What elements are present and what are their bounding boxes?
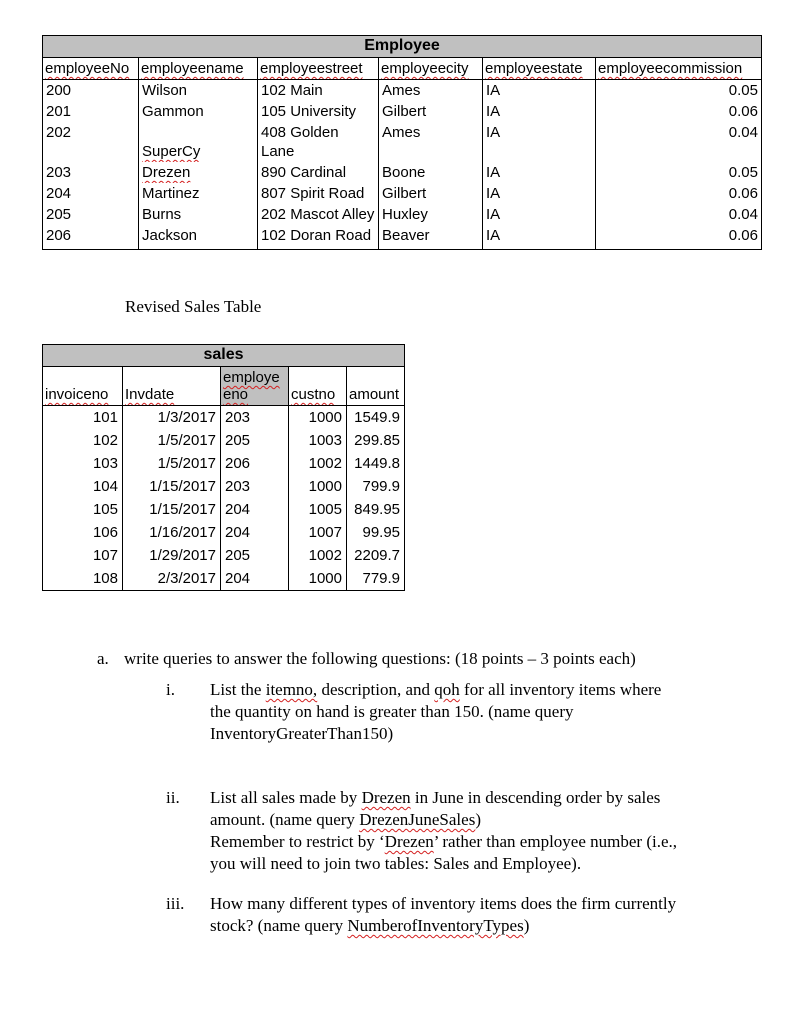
text-segment-misspelled: NumberofInventoryTypes xyxy=(347,916,524,935)
question-ii-paragraph-2 xyxy=(210,831,682,875)
table-row xyxy=(43,80,762,102)
employee-table-title: Employee xyxy=(43,36,762,58)
cell-invdate: 2/3/2017 xyxy=(123,567,221,591)
text-segment: List the xyxy=(210,680,266,699)
question-ii-number: ii. xyxy=(166,788,180,807)
cell-employeestate: IA xyxy=(483,225,596,250)
question-iii-number: iii. xyxy=(166,894,185,913)
cell-employeestate: IA xyxy=(483,122,596,162)
sales-table-title-row xyxy=(43,345,405,367)
cell-employeename xyxy=(139,162,258,183)
cell-invoiceno: 105 xyxy=(43,498,123,521)
cell-amount: 1549.9 xyxy=(347,406,405,430)
table-row xyxy=(43,204,762,225)
column-header-label: employeecity xyxy=(381,60,469,77)
cell-employeeno: 203 xyxy=(221,475,289,498)
cell-custno: 1002 xyxy=(289,452,347,475)
cell-custno: 1002 xyxy=(289,544,347,567)
cell-employeecommission: 0.06 xyxy=(596,225,762,250)
cell-employeename: Wilson xyxy=(139,80,258,102)
column-header-label: custno xyxy=(291,386,336,403)
text-segment-misspelled: Drezen xyxy=(361,788,411,807)
cell-employeestate: IA xyxy=(483,101,596,122)
cell-employeeno: 203 xyxy=(43,162,139,183)
cell-employeestreet: 202 Mascot Alley xyxy=(258,204,379,225)
cell-invoiceno: 107 xyxy=(43,544,123,567)
cell-employeeno: 204 xyxy=(221,521,289,544)
sales-table-header-row xyxy=(43,367,405,406)
cell-custno: 1003 xyxy=(289,429,347,452)
cell-invdate: 1/5/2017 xyxy=(123,429,221,452)
question-a-text: write queries to answer the following questions: (18 points – 3 points each) xyxy=(124,649,636,668)
text-segment-misspelled: DrezenJuneSales xyxy=(359,810,476,829)
cell-employeestate: IA xyxy=(483,204,596,225)
cell-invdate: 1/15/2017 xyxy=(123,498,221,521)
column-header-employeecity xyxy=(379,58,483,80)
cell-employeecity: Ames xyxy=(379,122,483,162)
cell-employeecity: Ames xyxy=(379,80,483,102)
cell-amount: 2209.7 xyxy=(347,544,405,567)
table-row xyxy=(43,452,405,475)
cell-employeename: Martinez xyxy=(139,183,258,204)
cell-amount: 779.9 xyxy=(347,567,405,591)
column-header-employeename xyxy=(139,58,258,80)
cell-invoiceno: 106 xyxy=(43,521,123,544)
text-segment: description, and xyxy=(317,680,435,699)
cell-invoiceno: 103 xyxy=(43,452,123,475)
cell-employeename: Gammon xyxy=(139,101,258,122)
text-segment: ) xyxy=(523,916,530,935)
text-segment: ) xyxy=(475,810,481,829)
column-header-label: employeecommission xyxy=(598,60,743,77)
cell-employeecommission: 0.06 xyxy=(596,183,762,204)
column-header-employeestate xyxy=(483,58,596,80)
cell-employeecity: Gilbert xyxy=(379,183,483,204)
question-ii-paragraph-1 xyxy=(210,787,682,831)
column-header-label: employeestreet xyxy=(260,60,363,77)
cell-employeename: Jackson xyxy=(139,225,258,250)
table-row xyxy=(43,122,762,162)
column-header-label: amount xyxy=(349,386,400,403)
cell-employeeno: 205 xyxy=(43,204,139,225)
cell-employeestreet: 890 Cardinal xyxy=(258,162,379,183)
cell-employeestate: IA xyxy=(483,80,596,102)
question-i-number: i. xyxy=(166,680,175,699)
sales-table-title: sales xyxy=(43,345,405,367)
cell-employeecity: Beaver xyxy=(379,225,483,250)
column-header-label: employeestate xyxy=(485,60,583,77)
cell-employeename xyxy=(139,122,258,162)
text-segment: How many different types of inventory items does the firm currently stock? (name query xyxy=(210,894,677,935)
column-header-label: employeeno xyxy=(223,369,280,403)
questions-section xyxy=(97,648,682,937)
employee-table-header-row xyxy=(43,58,762,80)
cell-invdate: 1/16/2017 xyxy=(123,521,221,544)
cell-employeename: Burns xyxy=(139,204,258,225)
cell-amount: 1449.8 xyxy=(347,452,405,475)
cell-employeestreet: 102 Doran Road xyxy=(258,225,379,250)
question-item-iii xyxy=(166,893,682,937)
column-header-label: Invdate xyxy=(125,386,175,403)
table-row xyxy=(43,475,405,498)
column-header-employeeno xyxy=(43,58,139,80)
cell-employeecommission: 0.05 xyxy=(596,80,762,102)
question-ii-text xyxy=(210,787,682,875)
table-row xyxy=(43,101,762,122)
cell-employeestreet: 807 Spirit Road xyxy=(258,183,379,204)
cell-amount: 99.95 xyxy=(347,521,405,544)
text-segment: ’ rather than employee number (i.e., you will need to join two tables: Sales and Employee). xyxy=(210,832,677,873)
column-header-invdate xyxy=(123,367,221,406)
table-row xyxy=(43,183,762,204)
cell-employeeno: 204 xyxy=(221,567,289,591)
cell-employeecity: Huxley xyxy=(379,204,483,225)
text-segment-misspelled: qoh xyxy=(434,680,460,699)
cell-employeecommission: 0.04 xyxy=(596,122,762,162)
table-row xyxy=(43,544,405,567)
misspelled-name: SuperCy xyxy=(142,143,201,160)
question-i-text xyxy=(210,679,682,745)
text-segment: for all inventory items where the quantity on hand is greater than 150. (name query InventoryGreaterThan150) xyxy=(210,680,662,743)
cell-invoiceno: 104 xyxy=(43,475,123,498)
cell-custno: 1000 xyxy=(289,475,347,498)
cell-employeestreet: 408 Golden Lane xyxy=(258,122,379,162)
cell-employeestate: IA xyxy=(483,183,596,204)
cell-employeestate: IA xyxy=(483,162,596,183)
cell-custno: 1000 xyxy=(289,567,347,591)
cell-employeestreet: 102 Main xyxy=(258,80,379,102)
cell-employeecommission: 0.05 xyxy=(596,162,762,183)
column-header-amount xyxy=(347,367,405,406)
cell-amount: 799.9 xyxy=(347,475,405,498)
cell-invoiceno: 102 xyxy=(43,429,123,452)
cell-amount: 849.95 xyxy=(347,498,405,521)
cell-employeeno: 201 xyxy=(43,101,139,122)
employee-table xyxy=(42,35,762,250)
text-segment: List all sales made by xyxy=(210,788,362,807)
table-row xyxy=(43,406,405,430)
table-row xyxy=(43,162,762,183)
cell-employeeno: 206 xyxy=(221,452,289,475)
cell-invdate: 1/29/2017 xyxy=(123,544,221,567)
cell-custno: 1005 xyxy=(289,498,347,521)
question-a xyxy=(97,648,682,670)
column-header-employeecommission xyxy=(596,58,762,80)
cell-employeecity: Gilbert xyxy=(379,101,483,122)
cell-employeeno: 204 xyxy=(43,183,139,204)
cell-employeecity: Boone xyxy=(379,162,483,183)
cell-invdate: 1/3/2017 xyxy=(123,406,221,430)
cell-employeeno: 202 xyxy=(43,122,139,162)
question-a-label: a. xyxy=(97,649,109,668)
cell-invdate: 1/5/2017 xyxy=(123,452,221,475)
cell-employeecommission: 0.04 xyxy=(596,204,762,225)
sales-table xyxy=(42,344,405,591)
column-header-label: employeeNo xyxy=(45,60,130,77)
cell-employeeno: 205 xyxy=(221,544,289,567)
cell-custno: 1007 xyxy=(289,521,347,544)
column-header-employeestreet xyxy=(258,58,379,80)
misspelled-name: Drezen xyxy=(142,164,191,181)
cell-employeeno: 200 xyxy=(43,80,139,102)
question-item-ii xyxy=(166,787,682,875)
text-segment: Remember to restrict by ‘ xyxy=(210,832,385,851)
column-header-employeeno xyxy=(221,367,289,406)
employee-table-title-row xyxy=(43,36,762,58)
question-iii-text xyxy=(210,893,682,937)
cell-employeeno: 205 xyxy=(221,429,289,452)
table-row xyxy=(43,225,762,250)
cell-employeeno: 206 xyxy=(43,225,139,250)
cell-employeeno: 203 xyxy=(221,406,289,430)
cell-invoiceno: 108 xyxy=(43,567,123,591)
cell-employeestreet: 105 University xyxy=(258,101,379,122)
table-row xyxy=(43,429,405,452)
column-header-invoiceno xyxy=(43,367,123,406)
column-header-custno xyxy=(289,367,347,406)
table-row xyxy=(43,521,405,544)
question-item-i xyxy=(166,679,682,745)
column-header-label: invoiceno xyxy=(45,386,109,403)
text-segment-misspelled: Drezen xyxy=(384,832,434,851)
text-segment-misspelled: itemno, xyxy=(265,680,318,699)
text-segment: in June in descending order by sales amount. (name query xyxy=(210,788,661,829)
cell-invdate: 1/15/2017 xyxy=(123,475,221,498)
cell-amount: 299.85 xyxy=(347,429,405,452)
table-row xyxy=(43,567,405,591)
cell-employeeno: 204 xyxy=(221,498,289,521)
cell-invoiceno: 101 xyxy=(43,406,123,430)
table-row xyxy=(43,498,405,521)
revised-sales-table-caption: Revised Sales Table xyxy=(125,297,262,316)
column-header-label: employeename xyxy=(141,60,244,77)
cell-custno: 1000 xyxy=(289,406,347,430)
cell-employeecommission: 0.06 xyxy=(596,101,762,122)
